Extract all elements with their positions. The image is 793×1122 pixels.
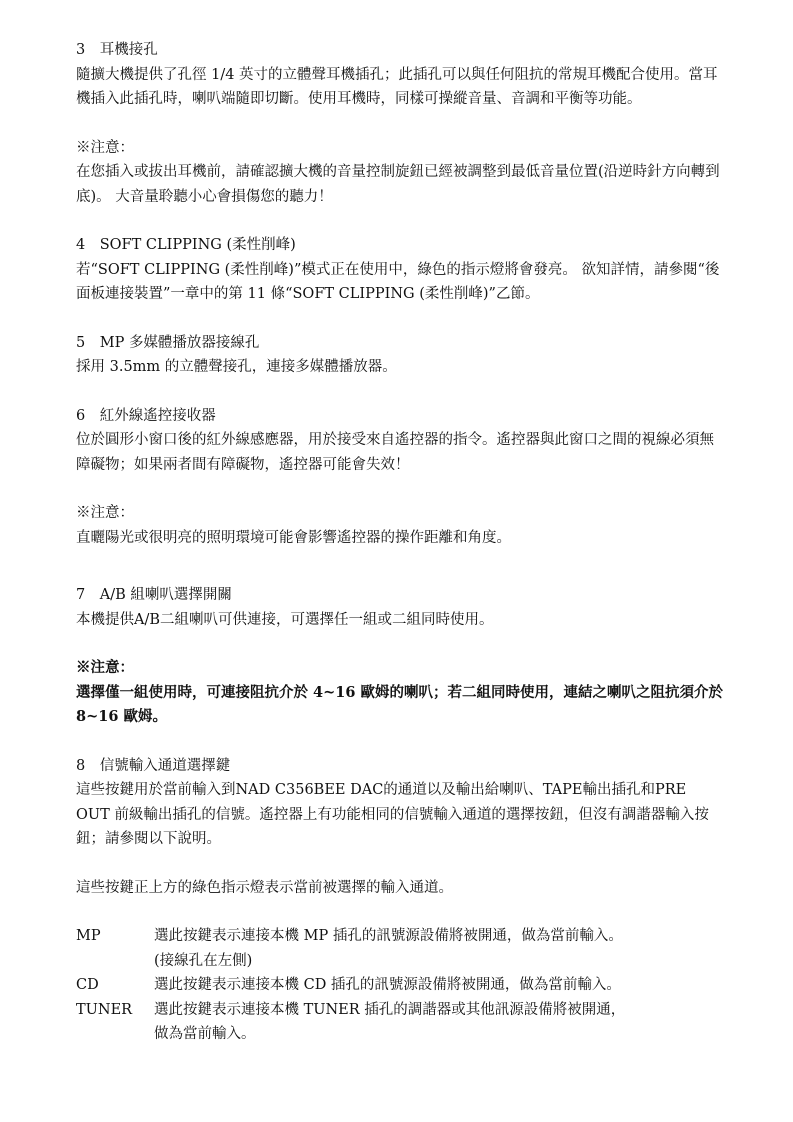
definition-term: MP (76, 928, 101, 944)
section-5-body: 採用 3.5mm 的立體聲接孔，連接多媒體播放器。 (76, 359, 397, 375)
definition-desc: 選此按鍵表示連接本機 TUNER 插孔的調諧器或其他訊源設備將被開通， (154, 1001, 626, 1018)
section-6-body: 位於圓形小窗口後的紅外線感應器，用於接受來自遙控器的指令。遙控器與此窗口之間的視線必須無障礙物；如果兩者間有障礙物，遙控器可能會失效！ (76, 432, 714, 473)
definition-row-mp (76, 924, 724, 949)
definition-continuation: (接線孔在左側) (154, 952, 253, 969)
document-page (76, 38, 724, 1047)
definition-term: CD (76, 977, 99, 993)
section-3-title: 3 耳機接孔 (76, 42, 158, 58)
definition-continuation: 做為當前輸入。 (154, 1026, 256, 1042)
section-8-body: 這些按鍵用於當前輸入到NAD C356BEE DAC的通道以及輸出給喇叭、TAPE輸出插孔和PRE OUT 前級輸出插孔的信號。遙控器上有功能相同的信號輸入通道的選擇按鈕，但沒有調諧器輸入按鈕；請參閱以下說明。 (76, 782, 709, 847)
section-6-title: 6 紅外線遙控接收器 (76, 407, 216, 424)
section-4-body: 若“SOFT CLIPPING (柔性削峰)”模式正在使用中，綠色的指示燈將會發亮。 欲知詳情，請參閱“後面板連接裝置”一章中的第 11 條“SOFT CLIPPING (柔性削峰)”乙節。 (76, 261, 720, 302)
section-3-note-label: ※注意： (76, 139, 134, 156)
section-7-note-body: 選擇僅一組使用時，可連接阻抗介於 4~16 歐姆的喇叭；若二組同時使用，連結之喇叭之阻抗須介於 8~16 歐姆。 (76, 683, 724, 725)
section-7-note-label: ※注意： (76, 659, 134, 676)
definition-desc: 選此按鍵表示連接本機 MP 插孔的訊號源設備將被開通，做為當前輸入。 (154, 928, 623, 944)
section-6-note-body: 直曬陽光或很明亮的照明環境可能會影響遙控器的操作距離和角度。 (76, 529, 511, 546)
section-8-title: 8 信號輸入通道選擇鍵 (76, 757, 231, 774)
section-7-title: 7 A/B 組喇叭選擇開關 (76, 587, 232, 603)
section-4-title: 4 SOFT CLIPPING (柔性削峰) (76, 237, 296, 253)
section-6-note-label: ※注意： (76, 505, 134, 521)
definition-row-tuner (76, 998, 724, 1023)
definition-row-cd (76, 973, 724, 998)
definition-term: TUNER (76, 1001, 133, 1018)
section-8-body-2: 這些按鍵正上方的綠色指示燈表示當前被選擇的輸入通道。 (76, 879, 453, 896)
input-definition-list (76, 924, 724, 1047)
section-5-title: 5 MP 多媒體播放器接線孔 (76, 334, 260, 351)
definition-desc: 選此按鍵表示連接本機 CD 插孔的訊號源設備將被開通，做為當前輸入。 (154, 977, 621, 993)
section-3-body: 隨擴大機提供了孔徑 1/4 英寸的立體聲耳機插孔；此插孔可以與任何阻抗的常規耳機配合使用。當耳機插入此插孔時，喇叭端隨即切斷。使用耳機時，同樣可操縱音量、音調和平衡等功能。 (76, 66, 718, 107)
section-3-note-body: 在您插入或拔出耳機前，請確認擴大機的音量控制旋鈕已經被調整到最低音量位置(沿逆時針方向轉到底)。 大音量聆聽小心會損傷您的聽力！ (76, 164, 720, 205)
section-7-body: 本機提供A/B二組喇叭可供連接，可選擇任一組或二組同時使用。 (76, 611, 494, 628)
